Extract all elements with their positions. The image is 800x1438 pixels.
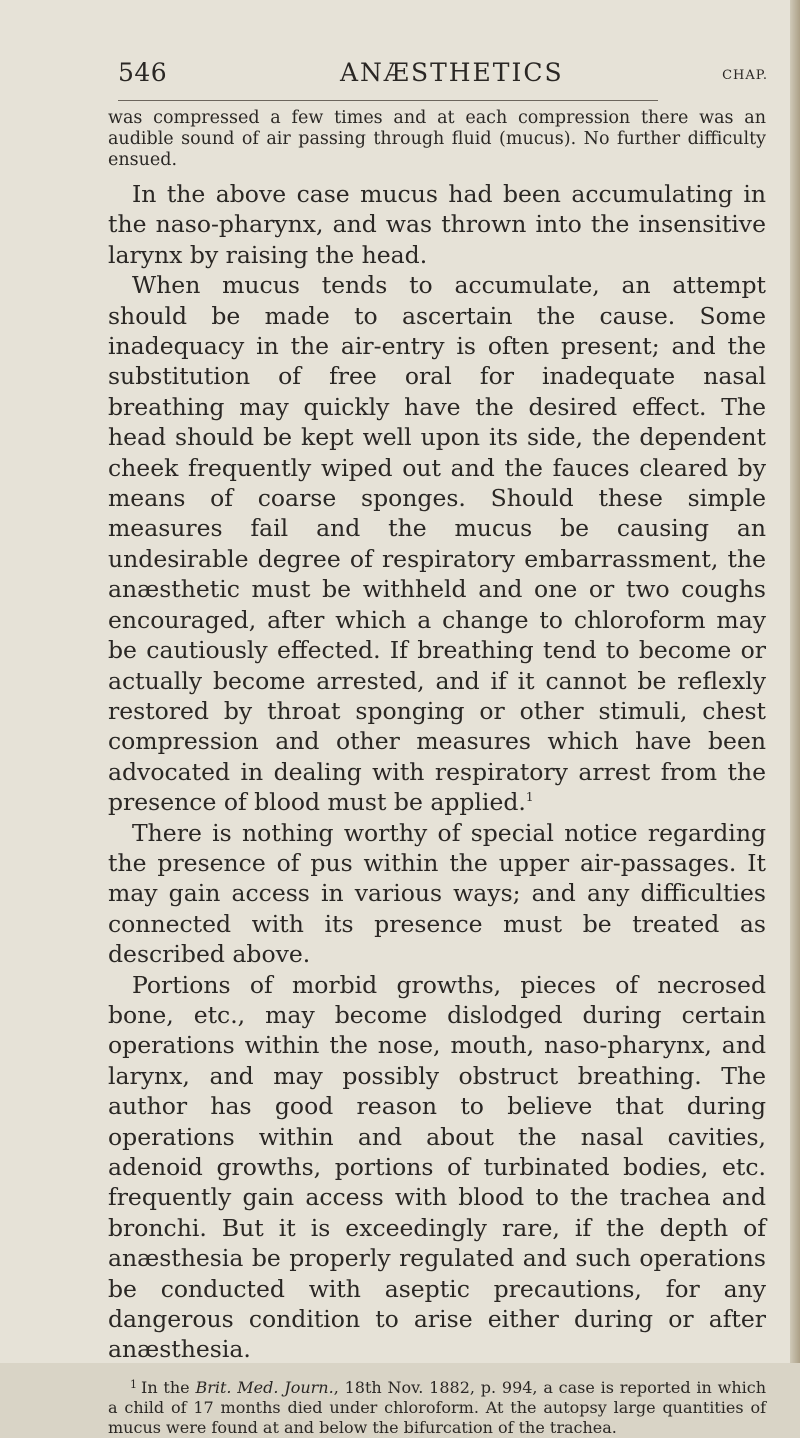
footnote: [108, 1375, 766, 1438]
body-text: [108, 108, 766, 1438]
running-title: ANÆSTHETICS: [340, 58, 564, 87]
footnote-text: , 18th Nov. 1882, p. 994, a case is reported in which a child of 17 months died under chloroform. At the autopsy large quantities of mucus were found at and below the bifurcation of the trachea.: [108, 1377, 767, 1437]
footnote-reference: 1: [525, 790, 534, 805]
page-edge: [790, 0, 800, 1363]
chapter-label: CHAP.: [722, 68, 768, 83]
paragraph-mucus-management: [108, 270, 766, 817]
page-number: 546: [118, 58, 168, 87]
paragraph-continuation: was compressed a few times and at each compression there was an audible sound of air passing through fluid (mucus). No further difficulty ensued.: [108, 108, 766, 170]
paragraph-pus: There is nothing worthy of special notice regarding the presence of pus within the upper air-passages. It may gain access in various ways; and any difficulties connected with its presence must be treated as described above.: [108, 818, 766, 969]
page-header: [118, 56, 768, 96]
footnote-mark: 1: [130, 1377, 137, 1391]
paragraph-case-note: In the above case mucus had been accumulating in the naso-pharynx, and was thrown into the insensitive larynx by raising the head.: [108, 180, 766, 269]
paragraph-mucus-text: When mucus tends to accumulate, an attempt should be made to ascertain the cause. Some inadequacy in the air-entry is often present; and the substitution of free oral for inadequate nasal breathing may quickly have the desired effect. The head should be kept well upon its side, the dependent cheek frequently wiped out and the fauces cleared by means of coarse sponges. Should these simple measures fail and the mucus be causing an undesirable degree of respiratory embarrassment, the anæsthetic must be withheld and one or two coughs encouraged, after which a change to chloroform may be cautiously effected. If breathing tend to become or actually become arrested, and if it cannot be reflexly restored by throat sponging or other stimuli, chest compression and other measures which have been advocated in dealing with respiratory arrest from the presence of blood must be applied.: [108, 271, 766, 817]
paragraph-morbid-growths: Portions of morbid growths, pieces of necrosed bone, etc., may become dislodged during certain operations within the nose, mouth, naso-pharynx, and larynx, and may possibly obstruct breathing. The author has good reason to believe that during operations within and about the nasal cavities, adenoid growths, portions of turbinated bodies, etc. frequently gain access with blood to the trachea and bronchi. But it is exceedingly rare, if the depth of anæsthesia be properly regulated and such operations be conducted with aseptic precautions, for any dangerous condition to arise either during or after anæsthesia.: [108, 970, 766, 1364]
footnote-lead: In the: [141, 1377, 190, 1397]
footnote-journal: Brit. Med. Journ.: [195, 1377, 334, 1397]
header-rule: [118, 100, 658, 101]
